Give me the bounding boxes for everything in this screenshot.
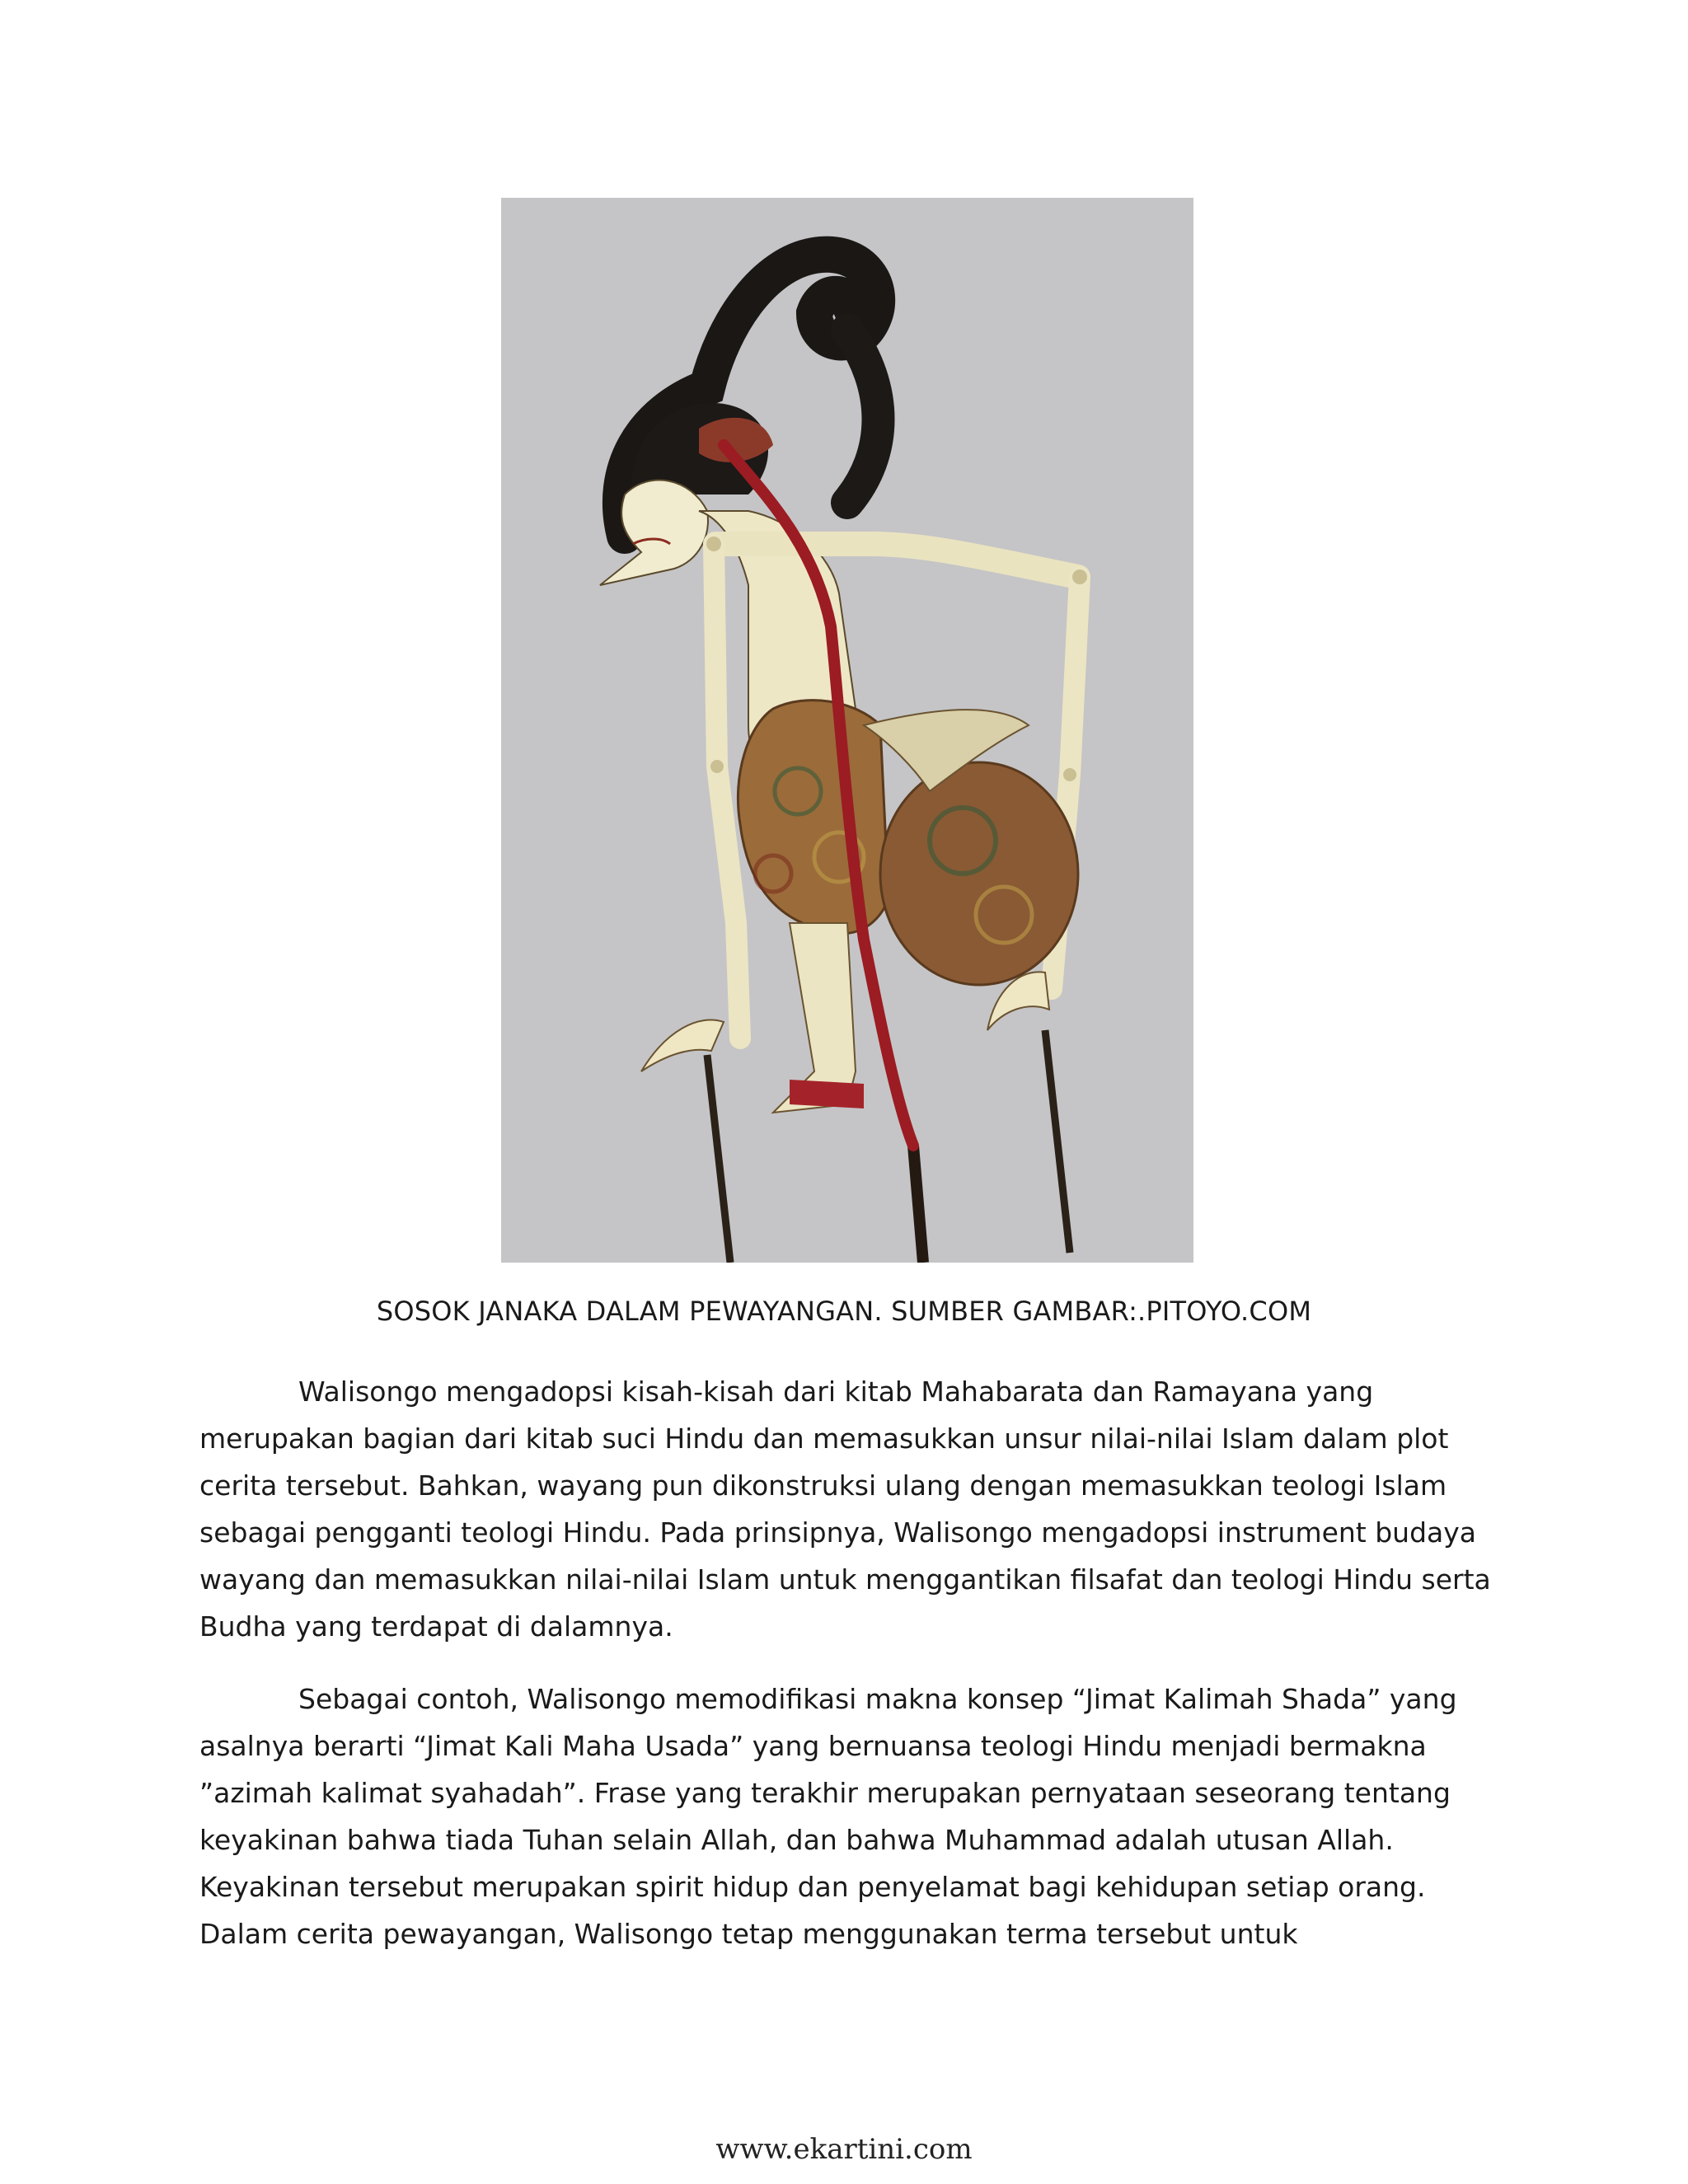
paragraph-line: Keyakinan tersebut merupakan spirit hidup dan penyelamat bagi kehidupan setiap orang. bbox=[199, 1871, 1426, 1903]
paragraph-line: Sebagai contoh, Walisongo memodifikasi makna konsep “Jimat Kalimah Shada” yang bbox=[298, 1683, 1457, 1715]
paragraph-line: sebagai pengganti teologi Hindu. Pada prinsipnya, Walisongo mengadopsi instrument budaya bbox=[199, 1516, 1477, 1549]
paragraph-2 bbox=[199, 1675, 1485, 1957]
paragraph-line: ”azimah kalimat syahadah”. Frase yang terakhir merupakan pernyataan seseorang tentang bbox=[199, 1777, 1451, 1809]
ankle-band bbox=[790, 1080, 864, 1108]
left-shoulder-joint bbox=[706, 537, 721, 551]
sarong-back bbox=[880, 762, 1078, 985]
paragraph-line: wayang dan memasukkan nilai-nilai Islam untuk menggantikan filsafat dan teologi Hindu serta bbox=[199, 1563, 1491, 1596]
right-shoulder-joint bbox=[1072, 569, 1087, 584]
left-elbow-joint bbox=[710, 760, 724, 773]
center-rod bbox=[913, 1146, 923, 1263]
footer-website-link[interactable]: www.ekartini.com bbox=[715, 2133, 973, 2166]
hair-back bbox=[847, 330, 879, 503]
right-rod bbox=[1045, 1030, 1070, 1253]
wayang-puppet-illustration bbox=[501, 198, 1193, 1263]
right-elbow-joint bbox=[1063, 768, 1076, 781]
left-rod bbox=[707, 1055, 730, 1263]
paragraph-line: Budha yang terdapat di dalamnya. bbox=[199, 1610, 673, 1643]
paragraph-line: keyakinan bahwa tiada Tuhan selain Allah, dan bahwa Muhammad adalah utusan Allah. bbox=[199, 1824, 1394, 1856]
figure-caption: SOSOK JANAKA DALAM PEWAYANGAN. SUMBER GAMBAR:.PITOYO.COM bbox=[376, 1296, 1312, 1327]
paragraph-line: Walisongo mengadopsi kisah-kisah dari kitab Mahabarata dan Ramayana yang bbox=[298, 1376, 1374, 1408]
sarong-front bbox=[738, 701, 889, 934]
paragraph-line: merupakan bagian dari kitab suci Hindu dan memasukkan unsur nilai-nilai Islam dalam plot bbox=[199, 1422, 1449, 1455]
wayang-figure-image bbox=[501, 198, 1193, 1263]
paragraph-line: cerita tersebut. Bahkan, wayang pun dikonstruksi ulang dengan memasukkan teologi Islam bbox=[199, 1469, 1447, 1502]
paragraph-line: asalnya berarti “Jimat Kali Maha Usada” yang bernuansa teologi Hindu menjadi bermakna bbox=[199, 1730, 1427, 1762]
left-arm bbox=[714, 544, 740, 1038]
paragraph-line: Dalam cerita pewayangan, Walisongo tetap menggunakan terma tersebut untuk bbox=[199, 1918, 1298, 1950]
paragraph-1 bbox=[199, 1368, 1491, 1650]
